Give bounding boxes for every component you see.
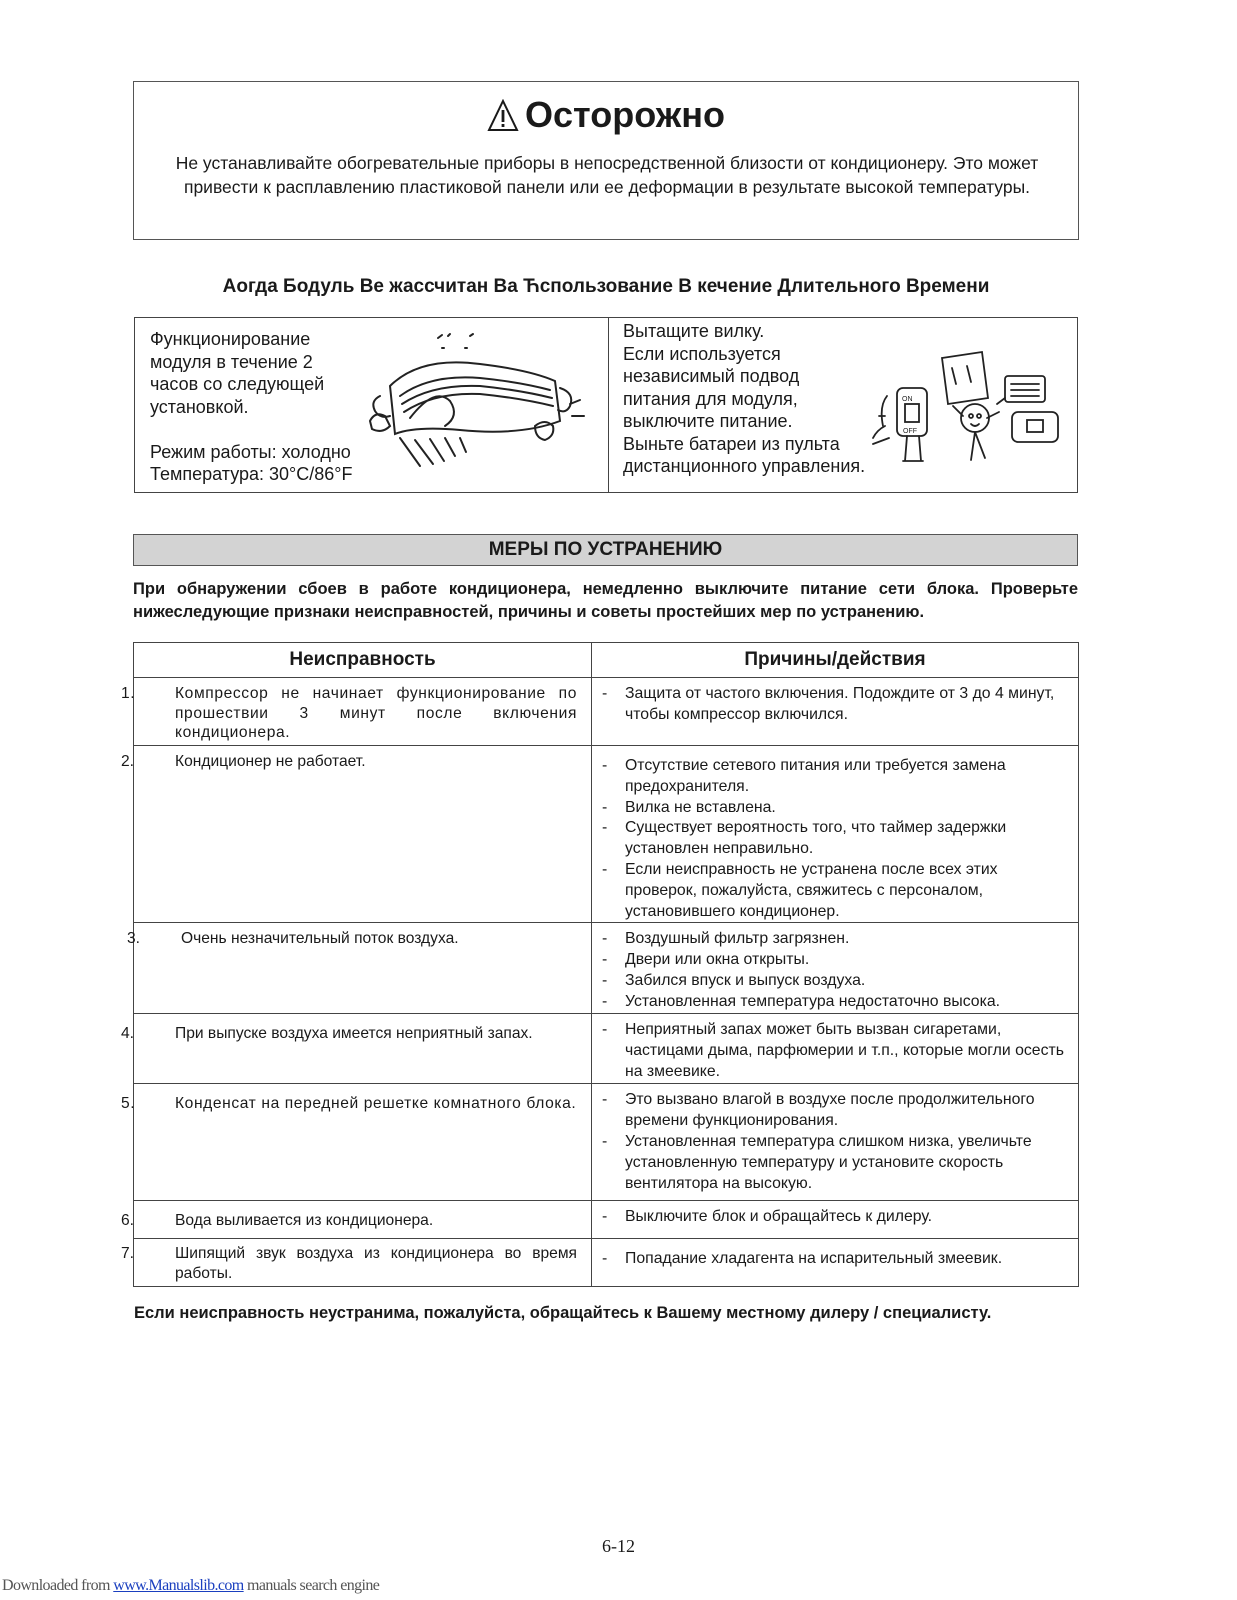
long-time-left-text xyxy=(150,328,380,486)
caution-title xyxy=(134,94,1078,136)
cause-item: - Установленная температура недостаточно высока. xyxy=(602,992,1001,1010)
warning-triangle-icon xyxy=(487,99,519,133)
problem-number: 7. xyxy=(121,1245,135,1263)
cause-item: - Установленная температура слишком низка, увеличьте установленную температуру и установите скорость вентилятора на высокую. xyxy=(602,1132,1032,1192)
right-line: Вытащите вилку. xyxy=(623,321,765,341)
cause-cell xyxy=(592,678,1079,746)
problem-cell xyxy=(121,1084,592,1201)
right-line: дистанционного управления. xyxy=(623,456,866,476)
troubleshooting-table xyxy=(121,642,1079,1287)
right-line: Выньте батареи из пульта xyxy=(623,433,840,454)
left-line: Температура: 30°C/86°F xyxy=(150,464,353,484)
cause-item: - Воздушный фильтр загрязнен. xyxy=(602,930,850,948)
manualslib-link[interactable]: www.Manualslib.com xyxy=(113,1577,244,1594)
section-intro: При обнаружении сбоев в работе кондиционера, немедленно выключите питание сети блока. Проверьте нижеследующие признаки неисправностей, причины и советы простейших мер по устранению. xyxy=(133,580,1078,621)
caution-title-text: Осторожно xyxy=(525,94,725,135)
left-line: установкой. xyxy=(150,396,249,417)
switch-on-label: ON xyxy=(902,396,913,403)
cause-item: - Двери или окна открыты. xyxy=(602,951,810,969)
footer-note: Если неисправность неустранима, пожалуйста, обращайтесь к Вашему местному дилеру / специалисту. xyxy=(134,1304,992,1322)
long-time-heading: Аогда Бодуль Ве жассчитан Ва Ћспользование В кечение Длительного Времени xyxy=(222,276,990,297)
cause-item: - Это вызвано влагой в воздухе после продолжительного времени функционирования. xyxy=(602,1091,1035,1130)
header-problem: Неисправность xyxy=(134,643,592,678)
cause-item: - Защита от частого включения. Подождите от 3 до 4 минут, чтобы компрессор включился. xyxy=(602,685,1055,723)
table-row xyxy=(134,1239,1079,1287)
cause-item: - Попадание хладагента на испарительный змеевик. xyxy=(602,1250,1003,1268)
section-title-bar: МЕРЫ ПО УСТРАНЕНИЮ xyxy=(133,534,1078,566)
problem-number: 2. xyxy=(121,753,135,770)
long-time-right-text xyxy=(623,320,893,478)
download-prefix: Downloaded from xyxy=(2,1577,114,1594)
table-row xyxy=(134,1201,1079,1239)
problem-cell xyxy=(121,678,592,746)
problem-text: При выпуске воздуха имеется неприятный запах. xyxy=(175,1025,533,1043)
cause-cell xyxy=(592,746,1079,923)
problem-number: 6. xyxy=(121,1212,135,1230)
page-number: 6-12 xyxy=(602,1536,635,1556)
cause-item: - Существует вероятность того, что таймер задержки установлен неправильно. xyxy=(602,819,1007,858)
table-header-row xyxy=(134,643,1079,678)
table-row xyxy=(134,746,1079,923)
left-line: часов со следующей xyxy=(150,374,325,394)
caution-text: Не устанавливайте обогревательные приборы в непосредственной близости от кондиционеру. Это может привести к расплавлению пластиковой панели или ее деформации в результате высокой температуры. xyxy=(175,153,1039,197)
switch-off-label: OFF xyxy=(903,428,917,435)
problem-cell xyxy=(127,923,592,1014)
cause-cell xyxy=(592,1084,1079,1201)
right-line: Если используется xyxy=(623,343,781,364)
problem-number: 5. xyxy=(121,1095,136,1113)
download-banner xyxy=(2,1577,379,1595)
problem-text: Компрессор не начинает функционирование по прошествии 3 минут после включения кондиционера. xyxy=(175,685,577,741)
download-suffix: manuals search engine xyxy=(243,1577,380,1594)
right-line: выключите питание. xyxy=(623,411,793,431)
left-line: модуля в течение 2 xyxy=(150,351,313,372)
problem-text: Кондиционер не работает. xyxy=(175,753,366,770)
table-divider xyxy=(608,318,609,492)
problem-number: 4. xyxy=(121,1025,135,1043)
cause-item: - Вилка не вставлена. xyxy=(602,798,776,816)
left-line-spacer xyxy=(150,418,380,441)
cause-item: - Выключите блок и обращайтесь к дилеру. xyxy=(602,1208,933,1226)
problem-cell xyxy=(121,746,592,923)
caution-box xyxy=(133,81,1079,240)
problem-text: Конденсат на передней решетке комнатного блока. xyxy=(175,1095,577,1113)
cause-cell xyxy=(592,1201,1079,1239)
problem-text: Очень незначительный поток воздуха. xyxy=(181,930,459,948)
problem-cell xyxy=(121,1201,592,1239)
ac-unit-illustration xyxy=(360,326,590,474)
left-line: Режим работы: холодно xyxy=(150,441,351,462)
cause-item: - Если неисправность не устранена после всех этих проверок, пожалуйста, свяжитесь с персоналом, установившего кондиционер. xyxy=(602,860,998,920)
problem-text: Шипящий звук воздуха из кондиционера во время работы. xyxy=(175,1245,577,1282)
cause-item: - Неприятный запах может быть вызван сигаретами, частицами дыма, парфюмерии и т.п., которые могли осесть на змеевике. xyxy=(602,1021,1064,1080)
cause-item: - Отсутствие сетевого питания или требуется замена предохранителя. xyxy=(602,757,1006,795)
table-row xyxy=(134,1014,1079,1084)
right-line: независимый подвод xyxy=(623,366,800,386)
cause-item: - Забился впуск и выпуск воздуха. xyxy=(602,971,866,989)
problem-text: Вода выливается из кондиционера. xyxy=(175,1212,434,1230)
cause-cell xyxy=(592,1239,1079,1287)
problem-number: 3. xyxy=(127,930,141,948)
problem-cell xyxy=(121,1239,592,1287)
problem-cell xyxy=(121,1014,592,1084)
right-line: питания для модуля, xyxy=(623,388,798,409)
left-line: Функционирование xyxy=(150,329,311,349)
power-switch-illustration xyxy=(867,346,1067,486)
cause-cell xyxy=(592,923,1079,1014)
table-row xyxy=(134,1084,1079,1201)
header-cause: Причины/действия xyxy=(592,643,1079,678)
cause-cell xyxy=(592,1014,1079,1084)
table-row xyxy=(134,923,1079,1014)
long-time-table xyxy=(134,317,1078,493)
table-row xyxy=(134,678,1079,746)
problem-number: 1. xyxy=(121,685,136,702)
